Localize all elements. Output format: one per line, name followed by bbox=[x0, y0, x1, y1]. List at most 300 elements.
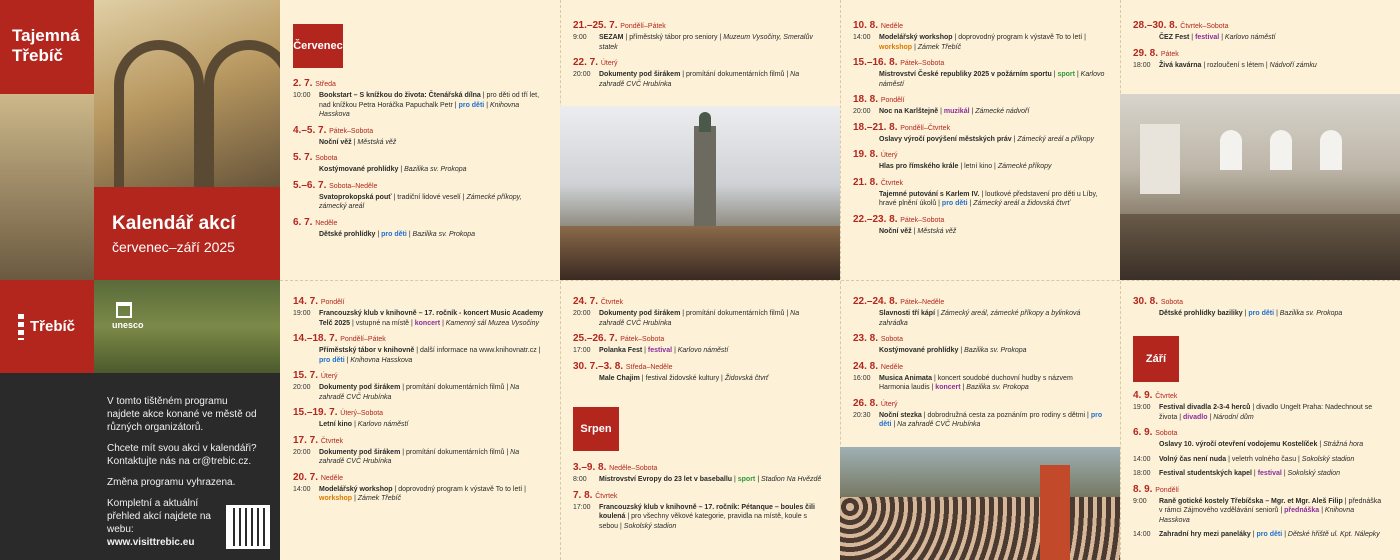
event-text: ČEZ Fest | festival | Karlovo náměstí bbox=[1159, 34, 1276, 41]
event-title: Noc na Karlštejně bbox=[879, 108, 939, 115]
note-change: Změna programu vyhrazena. bbox=[107, 477, 236, 488]
event-time bbox=[853, 162, 879, 172]
event-row bbox=[853, 190, 1105, 209]
event-weekday: Sobota bbox=[1160, 299, 1183, 306]
event-date bbox=[573, 490, 825, 503]
event-date-value: 22. 7. bbox=[573, 57, 599, 68]
event-row bbox=[573, 309, 825, 328]
event-place: | Kamenný sál Muzea Vysočiny bbox=[440, 319, 540, 327]
event-weekday: Pátek–Sobota bbox=[329, 127, 374, 135]
event-item bbox=[853, 361, 1105, 393]
event-text bbox=[319, 420, 545, 430]
event-date bbox=[853, 149, 1105, 162]
event-item bbox=[573, 361, 825, 384]
event-date bbox=[293, 333, 545, 346]
event-row bbox=[573, 70, 825, 89]
event-item bbox=[1133, 484, 1385, 526]
event-title: Letní kino bbox=[319, 421, 353, 428]
event-date bbox=[1133, 390, 1385, 403]
event-title: Festival studentských kapel bbox=[1159, 470, 1252, 477]
event-item bbox=[293, 180, 545, 212]
event-place: | Karlovo náměstí bbox=[879, 71, 1105, 88]
event-date-value: 5. 7. bbox=[293, 152, 313, 163]
event-text bbox=[319, 346, 545, 365]
arch-photo-left bbox=[0, 94, 94, 280]
event-weekday: Čtvrtek bbox=[600, 299, 623, 306]
event-date bbox=[573, 462, 825, 475]
event-date bbox=[853, 57, 1105, 70]
event-place: Na zahradě CVČ Hrubínka bbox=[319, 448, 520, 465]
month-label: Srpen bbox=[580, 423, 612, 435]
event-date-value: 21.–25. 7. bbox=[573, 20, 618, 31]
event-item bbox=[853, 398, 1105, 430]
event-item bbox=[293, 125, 545, 148]
event-item bbox=[573, 462, 825, 485]
event-place: | Městská věž bbox=[911, 227, 957, 235]
event-item bbox=[1133, 20, 1385, 43]
event-row bbox=[1133, 61, 1385, 71]
event-row bbox=[293, 138, 545, 148]
event-title: Mistrovství České republiky 2025 v požárním sportu bbox=[879, 71, 1052, 78]
event-place: | Na zahradě CVČ Hrubínka bbox=[891, 421, 981, 428]
event-date-value: 19. 8. bbox=[853, 149, 879, 160]
event-row bbox=[853, 70, 1105, 89]
event-detail: | loutkové představení pro děti u Líby, hravé plnění úkolů | bbox=[879, 190, 1098, 207]
event-date bbox=[1133, 48, 1385, 61]
event-title: Dokumenty pod širákem bbox=[599, 71, 681, 78]
event-weekday: Středa–Neděle bbox=[625, 363, 673, 371]
event-item bbox=[1133, 427, 1385, 450]
event-row bbox=[293, 309, 545, 328]
event-tag: pro děti bbox=[941, 200, 968, 207]
event-title: Festival divadla 2-3-4 herců bbox=[1159, 404, 1251, 411]
event-title: Noční věž bbox=[879, 227, 912, 235]
event-tag: festival bbox=[1257, 470, 1282, 477]
event-date-value: 2. 7. bbox=[293, 78, 313, 89]
event-text bbox=[319, 165, 545, 175]
event-title: Oslavy výročí povýšení městských práv bbox=[879, 135, 1012, 143]
event-date bbox=[1133, 427, 1385, 440]
event-row bbox=[853, 227, 1105, 237]
event-date-value: 17. 7. bbox=[293, 434, 319, 446]
event-date bbox=[293, 472, 545, 485]
event-item bbox=[293, 370, 545, 402]
event-title: Příměstský tábor v knihovně bbox=[319, 347, 415, 354]
event-row bbox=[853, 162, 1105, 172]
event-weekday: Úterý bbox=[600, 60, 618, 67]
event-title: Kostýmované prohlídky bbox=[879, 347, 959, 354]
event-place: | Karlovo náměstí bbox=[1219, 34, 1276, 41]
event-time: 14:00 bbox=[853, 34, 871, 41]
event-tag: pro děti bbox=[879, 411, 1103, 428]
event-date-value: 18. 8. bbox=[853, 94, 879, 105]
event-place: | Bazilika sv. Prokopa bbox=[406, 230, 476, 238]
event-time: 16:00 bbox=[853, 374, 871, 382]
event-detail: | dobrodružná cesta za poznáním pro rodiny s dětmi | bbox=[921, 411, 1091, 419]
event-row bbox=[853, 374, 1105, 393]
event-date-value: 6. 7. bbox=[293, 216, 313, 228]
event-title: Modelářský workshop bbox=[879, 34, 953, 41]
event-time: 10:00 bbox=[293, 92, 311, 99]
event-row bbox=[293, 420, 545, 430]
event-tag: pro děti bbox=[1248, 310, 1275, 317]
event-text bbox=[879, 162, 1105, 172]
event-row bbox=[573, 346, 825, 356]
event-time bbox=[853, 190, 879, 209]
event-text bbox=[319, 193, 545, 212]
event-place: | Karlovo náměstí bbox=[352, 421, 409, 428]
event-weekday: Sobota bbox=[1155, 430, 1178, 437]
event-weekday: Pondělí bbox=[880, 97, 905, 104]
events-col1a bbox=[293, 78, 545, 244]
event-text bbox=[319, 309, 545, 328]
event-item bbox=[853, 177, 1105, 209]
month-label: Září bbox=[1145, 353, 1167, 365]
event-weekday: Sobota bbox=[315, 155, 338, 162]
event-title: Dokumenty pod širákem bbox=[319, 384, 401, 391]
event-title: Male Chajim bbox=[599, 374, 640, 382]
event-item bbox=[853, 333, 1105, 356]
event-item bbox=[1133, 48, 1385, 71]
event-time bbox=[1133, 33, 1159, 43]
event-date bbox=[853, 94, 1105, 107]
event-date-value: 22.–23. 8. bbox=[853, 213, 898, 225]
month-badge-cervenec bbox=[293, 24, 343, 68]
event-time bbox=[293, 420, 319, 430]
event-row bbox=[1133, 33, 1385, 43]
event-date bbox=[573, 20, 825, 33]
event-date-value: 8. 9. bbox=[1133, 483, 1153, 495]
event-title: Noční věž bbox=[319, 138, 352, 146]
event-item bbox=[853, 94, 1105, 117]
event-date bbox=[853, 398, 1105, 411]
event-title: Mistrovství Evropy do 23 let v baseballu bbox=[599, 476, 733, 483]
event-time: 8:00 bbox=[573, 476, 587, 483]
event-place: | Bazilika sv. Prokopa bbox=[1274, 310, 1343, 317]
event-weekday: Pátek–Sobota bbox=[900, 60, 945, 67]
event-text bbox=[319, 383, 545, 402]
event-row bbox=[293, 193, 545, 212]
event-date bbox=[853, 361, 1105, 374]
event-text bbox=[879, 190, 1105, 209]
event-title: Raně gotické kostely Třebíčska – Mgr. et Mgr. Aleš Filip bbox=[1159, 497, 1343, 505]
event-place: Sokolský stadion bbox=[1301, 455, 1355, 463]
event-detail: | promítání dokumentárních filmů | bbox=[680, 71, 791, 78]
brand-title-line2: Třebíč bbox=[12, 46, 64, 65]
event-time bbox=[853, 309, 879, 328]
event-row bbox=[1133, 455, 1385, 465]
event-weekday: Úterý–Sobota bbox=[340, 410, 384, 417]
event-date bbox=[1133, 296, 1385, 309]
event-date bbox=[853, 122, 1105, 135]
event-place: | Knihovna Hasskova bbox=[319, 101, 520, 118]
event-text bbox=[599, 33, 825, 52]
events-col3a bbox=[853, 20, 1105, 241]
event-date bbox=[1133, 20, 1385, 33]
event-date-value: 26. 8. bbox=[853, 397, 879, 409]
event-text bbox=[319, 485, 545, 504]
event-date bbox=[293, 125, 545, 138]
event-weekday: Středa bbox=[315, 81, 336, 88]
event-time bbox=[293, 230, 319, 240]
event-weekday: Neděle bbox=[315, 219, 338, 227]
event-row bbox=[293, 383, 545, 402]
event-date-value: 30. 7.–3. 8. bbox=[573, 360, 624, 372]
event-place: | Knihovna Hasskova bbox=[344, 356, 413, 364]
event-place: | Bazilika sv. Prokopa bbox=[960, 384, 1029, 391]
event-place: | Strážná hora bbox=[1317, 441, 1364, 448]
event-tag: festival bbox=[1195, 34, 1220, 41]
event-weekday: Pátek–Sobota bbox=[620, 336, 665, 343]
event-row bbox=[293, 485, 545, 504]
event-item bbox=[293, 78, 545, 120]
event-weekday: Čtvrtek bbox=[595, 492, 618, 500]
event-row bbox=[1133, 440, 1385, 450]
brand-block bbox=[0, 0, 94, 94]
event-time: 9:00 bbox=[573, 34, 587, 41]
event-item bbox=[1133, 455, 1385, 465]
event-time bbox=[1133, 440, 1159, 450]
event-detail: | promítání dokumentárních filmů | bbox=[400, 448, 511, 456]
event-date bbox=[293, 217, 545, 230]
event-weekday: Pondělí–Pátek bbox=[340, 336, 386, 343]
event-tag: pro děti bbox=[458, 101, 485, 109]
event-weekday: Sobota–Neděle bbox=[329, 182, 378, 190]
event-title: Svatoprokopská pouť bbox=[319, 193, 392, 201]
event-date-value: 15.–16. 8. bbox=[853, 57, 898, 68]
event-detail: | festival židovské kultury | bbox=[639, 374, 725, 382]
event-title: Francouzský klub v knihovně – 17. ročník: Pétanque – boules čili koulená bbox=[599, 503, 815, 520]
event-place: Na zahradě CVČ Hrubínka bbox=[599, 310, 800, 327]
event-detail: | promítání dokumentárních filmů | bbox=[400, 384, 511, 391]
event-row bbox=[573, 33, 825, 52]
event-item bbox=[293, 152, 545, 175]
event-weekday: Čtvrtek bbox=[320, 437, 343, 445]
town-photo bbox=[560, 106, 840, 280]
event-text bbox=[599, 70, 825, 89]
event-item bbox=[573, 490, 825, 532]
event-place: | Bazilika sv. Prokopa bbox=[958, 347, 1027, 354]
event-time bbox=[293, 193, 319, 212]
event-date bbox=[853, 214, 1105, 227]
event-row bbox=[853, 107, 1105, 117]
event-place: | Zámecký areál a židovská čtvrť bbox=[967, 200, 1070, 207]
event-tag: sport bbox=[737, 476, 756, 483]
event-title: Živá kavárna bbox=[1159, 61, 1202, 69]
event-item bbox=[573, 57, 825, 89]
event-tag: workshop bbox=[879, 43, 913, 51]
event-date-value: 14.–18. 7. bbox=[293, 333, 338, 344]
event-row bbox=[573, 503, 825, 532]
events-col4b bbox=[1133, 296, 1385, 324]
event-detail: | vstupné na místě | bbox=[350, 319, 415, 327]
event-row bbox=[853, 33, 1105, 52]
event-date-value: 15. 7. bbox=[293, 370, 319, 381]
event-item bbox=[293, 333, 545, 365]
event-time: 14:00 bbox=[1133, 531, 1151, 538]
event-row bbox=[1133, 530, 1385, 540]
event-title: Dětské prohlídky bbox=[319, 230, 376, 238]
event-detail: | tradiční lidové veselí bbox=[391, 193, 461, 201]
event-date bbox=[293, 435, 545, 448]
event-detail: | pro děti od tří let, nad knížkou Petra Horáčka Papuchalk Petr | bbox=[319, 92, 540, 109]
event-item bbox=[1133, 390, 1385, 422]
month-label: Červenec bbox=[293, 40, 343, 52]
event-item bbox=[293, 435, 545, 467]
event-weekday: Úterý bbox=[320, 373, 338, 380]
event-date bbox=[853, 333, 1105, 346]
event-text bbox=[1159, 61, 1385, 71]
event-date-value: 3.–9. 8. bbox=[573, 462, 607, 473]
hall-photo bbox=[1120, 94, 1400, 280]
event-text bbox=[599, 503, 825, 532]
event-text bbox=[879, 309, 1105, 328]
event-text: Dětské prohlídky | pro děti | Bazilika sv. Prokopa bbox=[319, 230, 476, 238]
event-text bbox=[879, 135, 1105, 145]
event-title: Modelářský workshop bbox=[319, 485, 393, 493]
event-place: Na zahradě CVČ Hrubínka bbox=[599, 71, 800, 88]
calendar-subtitle: červenec–září 2025 bbox=[112, 239, 235, 255]
unesco-icon bbox=[116, 302, 132, 318]
event-detail: | další informace na www.knihovnatr.cz | bbox=[414, 347, 541, 354]
event-item bbox=[573, 20, 825, 52]
event-weekday: Sobota bbox=[880, 336, 903, 343]
event-tag: koncert bbox=[935, 384, 961, 391]
event-text: Festival studentských kapel | festival | Sokolský stadion bbox=[1159, 470, 1341, 477]
event-weekday: Úterý bbox=[880, 152, 898, 159]
event-place: | Bazilika sv. Prokopa bbox=[398, 166, 467, 173]
event-title: Zahradní hry mezi paneláky bbox=[1159, 531, 1251, 538]
event-item bbox=[853, 296, 1105, 328]
event-place: | Sokolský stadion bbox=[1281, 470, 1341, 477]
event-text bbox=[1159, 455, 1385, 465]
event-text: Noc na Karlštejně | muzikál | Zámecké nádvoří bbox=[879, 108, 1030, 115]
event-row bbox=[853, 135, 1105, 145]
event-date bbox=[573, 296, 825, 309]
event-time bbox=[293, 165, 319, 175]
event-row bbox=[1133, 469, 1385, 479]
event-weekday: Úterý bbox=[880, 400, 898, 408]
event-detail: | koncert soudobé duchovní hudby s názvem Harmonia laudis | bbox=[879, 374, 1073, 391]
event-title: Dokumenty pod širákem bbox=[599, 310, 681, 317]
event-detail: | divadlo Ungelt Praha: Nadechnout se života | bbox=[1159, 404, 1373, 421]
month-badge-zari bbox=[1133, 336, 1179, 382]
event-date-value: 24. 7. bbox=[573, 296, 599, 307]
event-time bbox=[293, 138, 319, 148]
qr-code[interactable] bbox=[226, 505, 270, 549]
event-row bbox=[1133, 497, 1385, 526]
event-row bbox=[573, 475, 825, 485]
logo-mark-icon bbox=[18, 314, 24, 340]
event-weekday: Neděle–Sobota bbox=[609, 465, 658, 472]
event-time: 17:00 bbox=[573, 503, 591, 511]
event-text bbox=[599, 309, 825, 328]
events-col2c bbox=[573, 462, 825, 536]
event-title: Musica Animata bbox=[879, 374, 933, 382]
event-row bbox=[1133, 309, 1385, 319]
event-detail: | veletrh volného času | bbox=[1226, 455, 1302, 463]
event-date-value: 20. 7. bbox=[293, 471, 319, 483]
event-date-value: 22.–24. 8. bbox=[853, 296, 898, 307]
event-time bbox=[853, 346, 879, 356]
event-text bbox=[879, 227, 1105, 237]
event-date bbox=[293, 296, 545, 309]
event-place: | Národní dům bbox=[1207, 413, 1254, 421]
event-title: Dokumenty pod širákem bbox=[319, 448, 401, 456]
events-col2b bbox=[573, 296, 825, 388]
event-tag: muzikál bbox=[943, 108, 970, 115]
event-row bbox=[853, 346, 1105, 356]
event-time bbox=[853, 227, 879, 237]
event-time: 14:00 bbox=[293, 485, 311, 493]
unesco-text: unesco bbox=[112, 320, 144, 330]
event-time bbox=[853, 70, 879, 89]
event-time bbox=[1133, 309, 1159, 319]
event-title: SEZAM bbox=[599, 34, 624, 41]
event-item bbox=[853, 149, 1105, 172]
event-tag: workshop bbox=[319, 495, 353, 502]
event-weekday: Pátek–Neděle bbox=[900, 299, 945, 306]
event-text bbox=[1159, 497, 1385, 526]
event-date-value: 7. 8. bbox=[573, 489, 593, 501]
event-detail: | rozloučení s létem | bbox=[1201, 61, 1270, 69]
events-col2a bbox=[573, 20, 825, 94]
event-text bbox=[1159, 403, 1385, 422]
event-item bbox=[853, 122, 1105, 145]
event-place: | Zámecké příkopy, zámecký areál bbox=[319, 193, 522, 210]
event-title: Dětské prohlídky baziliky bbox=[1159, 310, 1243, 317]
event-title: Noční stezka bbox=[879, 411, 922, 419]
event-date-value: 23. 8. bbox=[853, 333, 879, 344]
event-place: | Městská věž bbox=[351, 138, 397, 146]
event-item bbox=[293, 217, 545, 240]
event-place: Na zahradě CVČ Hrubínka bbox=[319, 384, 520, 401]
event-time bbox=[573, 374, 599, 384]
event-date bbox=[293, 407, 545, 420]
event-tag: divadlo bbox=[1183, 413, 1208, 421]
event-place: Židovská čtvrť bbox=[724, 374, 769, 382]
event-text: Zahradní hry mezi paneláky | pro děti | Dětské hřiště ul. Kpt. Nálepky bbox=[1159, 531, 1380, 538]
web-link[interactable]: www.visittrebic.eu bbox=[107, 537, 195, 548]
event-place: | Zámek Třebíč bbox=[912, 43, 961, 51]
event-date bbox=[1133, 484, 1385, 497]
event-title: Tajemné putování s Karlem IV. bbox=[879, 190, 980, 198]
event-time: 18:00 bbox=[1133, 470, 1151, 477]
event-title: Francouzský klub v knihovně – 17. ročník - koncert Music Academy Telč 2025 bbox=[319, 310, 544, 327]
event-item bbox=[293, 296, 545, 328]
event-text: Mistrovství České republiky 2025 v požárním sportu | sport | Karlovo náměstí bbox=[879, 71, 1105, 88]
event-time bbox=[853, 135, 879, 145]
event-date bbox=[573, 333, 825, 346]
event-text bbox=[599, 374, 825, 384]
event-date bbox=[293, 78, 545, 91]
event-detail: | letní kino | bbox=[958, 163, 998, 170]
event-title: Hlas pro římského krále bbox=[879, 163, 959, 170]
logo-text: Třebíč bbox=[30, 318, 76, 335]
event-detail: | doprovodný program k výstavě To to letí | bbox=[952, 34, 1086, 41]
event-item bbox=[293, 407, 545, 430]
event-date-value: 5.–6. 7. bbox=[293, 179, 327, 191]
event-date bbox=[853, 177, 1105, 190]
event-date bbox=[293, 152, 545, 165]
event-detail: | příměstský tábor pro seniory | bbox=[623, 34, 724, 41]
event-text bbox=[879, 346, 1105, 356]
event-date-value: 29. 8. bbox=[1133, 47, 1159, 59]
event-weekday: Pátek bbox=[1160, 50, 1179, 58]
event-row bbox=[853, 411, 1105, 430]
event-place: Zámecké příkopy bbox=[997, 163, 1052, 170]
event-row bbox=[853, 309, 1105, 328]
